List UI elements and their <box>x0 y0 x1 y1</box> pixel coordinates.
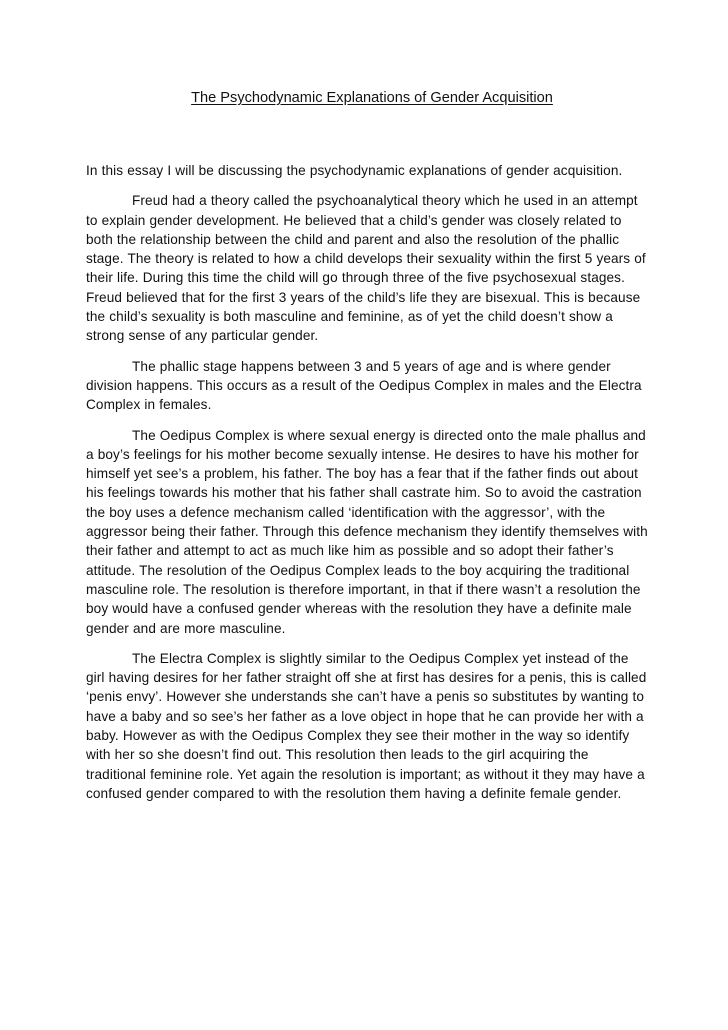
paragraph-oedipus-complex: The Oedipus Complex is where sexual energy is directed onto the male phallus and a boy’s feelings for his mother become sexually intense. He desires to have his mother for himself yet see’s a problem, his father. The boy has a fear that if the father finds out about his feelings towards his mother that his father shall castrate him. So to avoid the castration the boy uses a defence mechanism called ‘identification with the aggressor’, with the aggressor being their father. Through this defence mechanism they identify themselves with their father and attempt to act as much like him as possible and so adopt their father’s attitude. The resolution of the Oedipus Complex leads to the boy acquiring the traditional masculine role. The resolution is therefore important, in that if there wasn’t a resolution the boy would have a confused gender whereas with the resolution they have a definite male gender and are more masculine. <box>86 427 648 636</box>
document-title-text: The Psychodynamic Explanations of Gender Acquisition <box>191 90 553 106</box>
document-body <box>86 161 648 803</box>
paragraph-freud-theory: Freud had a theory called the psychoanalytical theory which he used in an attempt to explain gender development. He believed that a child’s gender was closely related to both the relationship between the child and parent and also the resolution of the phallic stage. The theory is related to how a child develops their sexuality within the first 5 years of their life. During this time the child will go through three of the five psychosexual stages. Freud believed that for the first 3 years of the child’s life they are bisexual. This is because the child’s sexuality is both masculine and feminine, as of yet the child doesn’t show a strong sense of any particular gender. <box>86 193 646 344</box>
document-title <box>86 88 648 108</box>
paragraph-electra-complex: The Electra Complex is slightly similar to the Oedipus Complex yet instead of the girl having desires for her father straight off she at first has desires for a penis, this is called ‘penis envy’. However she understands she can’t have a penis so substitutes by wanting to have a baby and so see’s her father as a love object in hope that he can provide her with a baby. However as with the Oedipus Complex they see their mother in the way so identify with her so she doesn’t find out. This resolution then leads to the girl acquiring the traditional feminine role. Yet again the resolution is important; as without it they may have a confused gender compared to with the resolution them having a definite female gender. <box>86 650 647 801</box>
paragraph-phallic-stage: The phallic stage happens between 3 and 5 years of age and is where gender division happens. This occurs as a result of the Oedipus Complex in males and the Electra Complex in females. <box>86 358 642 413</box>
paragraph-intro: In this essay I will be discussing the psychodynamic explanations of gender acquisition. <box>86 163 623 178</box>
